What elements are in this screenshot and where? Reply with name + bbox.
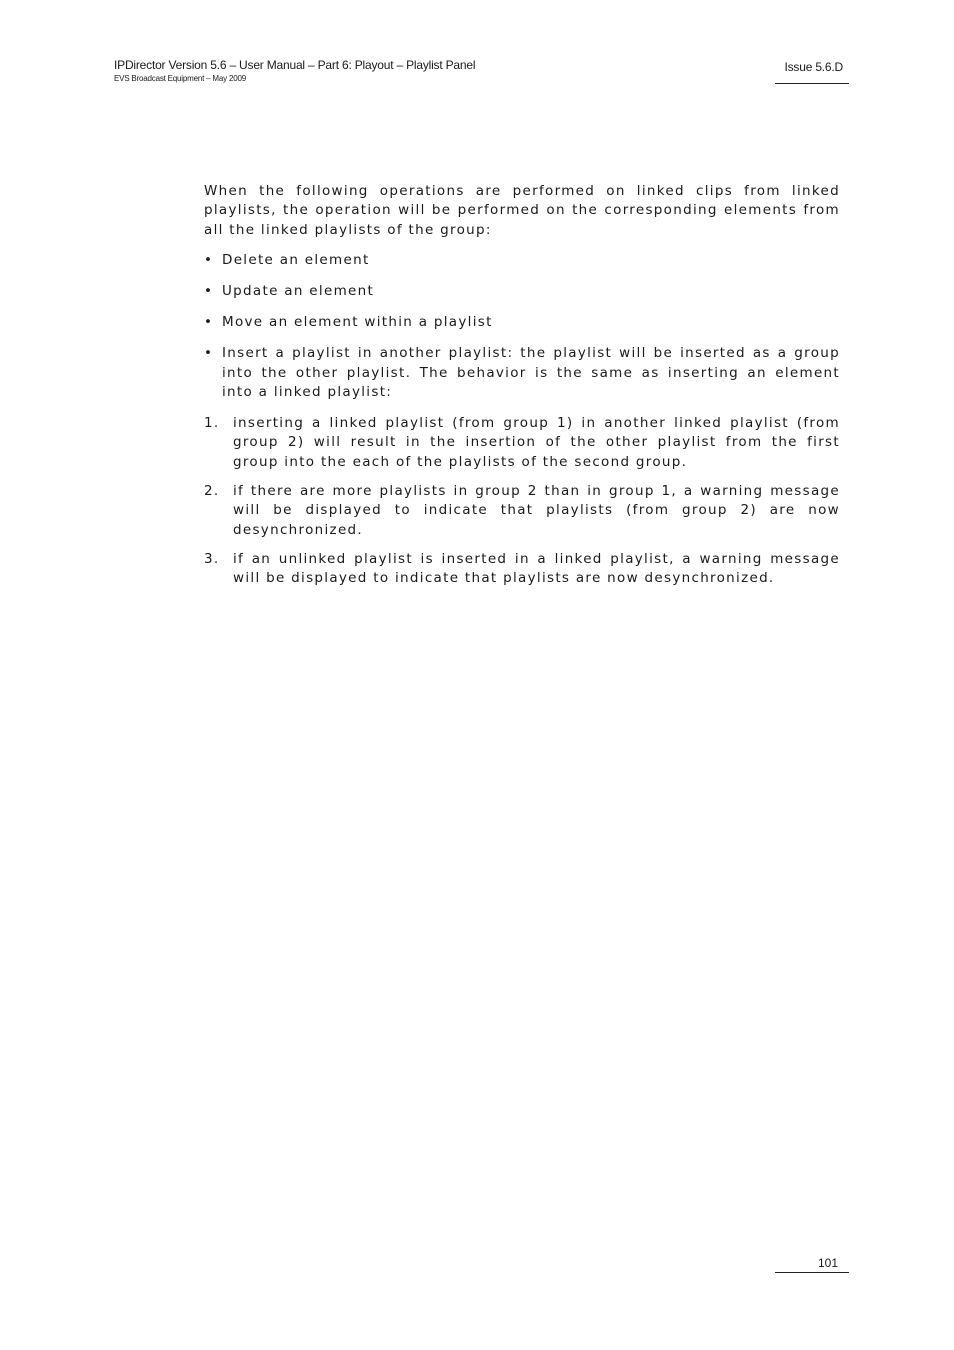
item-number: 2. [204, 482, 220, 499]
list-item [204, 251, 840, 270]
list-item [204, 482, 840, 540]
bullet-icon: • [204, 252, 212, 269]
footer-rule [775, 1272, 849, 1273]
bullet-icon: • [204, 283, 212, 300]
list-item [204, 313, 840, 332]
item-text: inserting a linked playlist (from group 1) in another linked playlist (from group 2) will result in the insertion of the other playlist from the first group into the each of the playlists of the second group. [233, 415, 840, 470]
bullet-text: Delete an element [222, 252, 370, 269]
page-number-label: 101 [817, 1256, 838, 1270]
page-body [204, 182, 840, 598]
document-subtitle: EVS Broadcast Equipment – May 2009 [114, 74, 246, 83]
header-rule [775, 83, 849, 84]
document-title: IPDirector Version 5.6 – User Manual – Part 6: Playout – Playlist Panel [114, 58, 476, 72]
issue-block [775, 58, 849, 76]
bullet-icon: • [204, 345, 212, 362]
page-number [775, 1256, 849, 1271]
list-item [204, 282, 840, 301]
bullet-text: Update an element [222, 283, 375, 300]
bullet-text: Move an element within a playlist [222, 314, 493, 331]
intro-paragraph: When the following operations are performed on linked clips from linked playlists, the operation will be performed on the corresponding elements from all the linked playlists of the group: [204, 183, 840, 238]
bullet-icon: • [204, 314, 212, 331]
list-item [204, 414, 840, 472]
item-text: if an unlinked playlist is inserted in a linked playlist, a warning message will be displayed to indicate that playlists are now desynchronized. [233, 550, 840, 587]
insertion-rules-list [204, 414, 840, 588]
item-text: if there are more playlists in group 2 than in group 1, a warning message will be displayed to indicate that playlists (from group 2) are now desynchronized. [233, 482, 840, 538]
list-item [204, 344, 840, 402]
bullet-text: Insert a playlist in another playlist: the playlist will be inserted as a group into the other playlist. The behavior is the same as inserting an element into a linked playlist: [222, 345, 840, 401]
page-header [114, 58, 475, 84]
operations-list [204, 251, 840, 402]
issue-label: Issue 5.6.D [784, 60, 843, 74]
item-number: 1. [204, 415, 220, 432]
item-number: 3. [204, 550, 220, 567]
list-item [204, 550, 840, 589]
